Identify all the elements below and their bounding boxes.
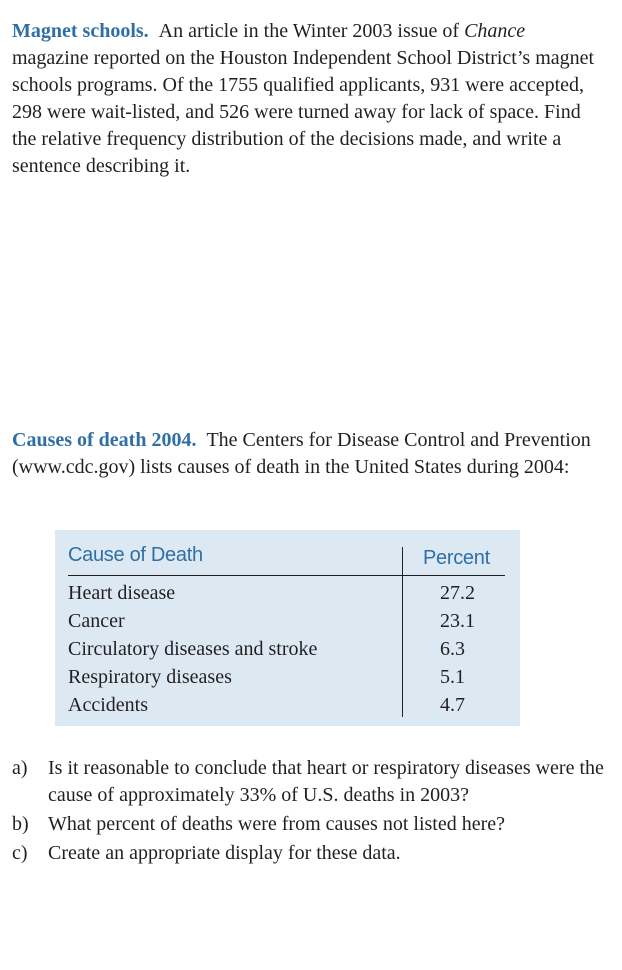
causes-text: The Centers for Disease Control and Prevention (www.cdc.gov) lists causes of death in the United States during 2004: xyxy=(12,429,591,478)
question-list xyxy=(12,755,604,869)
table-rows xyxy=(68,579,505,719)
question-label: a) xyxy=(12,757,28,779)
question-b xyxy=(12,811,604,838)
cause-cell: Accidents xyxy=(68,694,148,716)
percent-cell: 23.1 xyxy=(440,610,475,632)
magnet-text-rest: magazine reported on the Houston Independent School District’s magnet schools programs. Of the 1755 qualified applicants, 931 were accepted, 298 were wait-listed, and 526 were turned away for lack of space. Find the relative frequency distribution of the decisions made, and write a sentence describing it. xyxy=(12,47,595,177)
table-row xyxy=(68,635,505,663)
cause-cell: Respiratory diseases xyxy=(68,666,232,688)
percent-cell: 27.2 xyxy=(440,582,475,604)
header-cause: Cause of Death xyxy=(68,544,203,566)
percent-cell: 5.1 xyxy=(440,666,465,688)
percent-cell: 6.3 xyxy=(440,638,465,660)
question-a xyxy=(12,755,604,809)
causes-of-death-problem xyxy=(12,427,604,481)
question-c xyxy=(12,840,604,867)
header-percent: Percent xyxy=(423,547,490,569)
magnet-schools-paragraph xyxy=(12,18,604,180)
cause-cell: Cancer xyxy=(68,610,125,632)
table-row xyxy=(68,663,505,691)
question-text: Create an appropriate display for these data. xyxy=(48,842,401,864)
question-text: What percent of deaths were from causes not listed here? xyxy=(48,813,506,835)
magnet-schools-problem xyxy=(12,18,604,180)
chance-magazine-title: Chance xyxy=(464,20,526,42)
magnet-text-start: An article in the Winter 2003 issue of xyxy=(158,20,460,42)
cause-cell: Circulatory diseases and stroke xyxy=(68,638,318,660)
question-label: c) xyxy=(12,842,28,864)
header-rule xyxy=(68,575,505,576)
magnet-schools-heading: Magnet schools. xyxy=(12,20,149,42)
percent-cell: 4.7 xyxy=(440,694,465,716)
causes-table xyxy=(55,530,520,726)
question-text: Is it reasonable to conclude that heart or respiratory diseases were the cause of approximately 33% of U.S. deaths in 2003? xyxy=(48,757,604,806)
causes-heading: Causes of death 2004. xyxy=(12,429,197,451)
cause-cell: Heart disease xyxy=(68,582,176,604)
table-row xyxy=(68,607,505,635)
table-row xyxy=(68,691,505,719)
question-label: b) xyxy=(12,813,29,835)
causes-paragraph xyxy=(12,427,604,481)
table-row xyxy=(68,579,505,607)
